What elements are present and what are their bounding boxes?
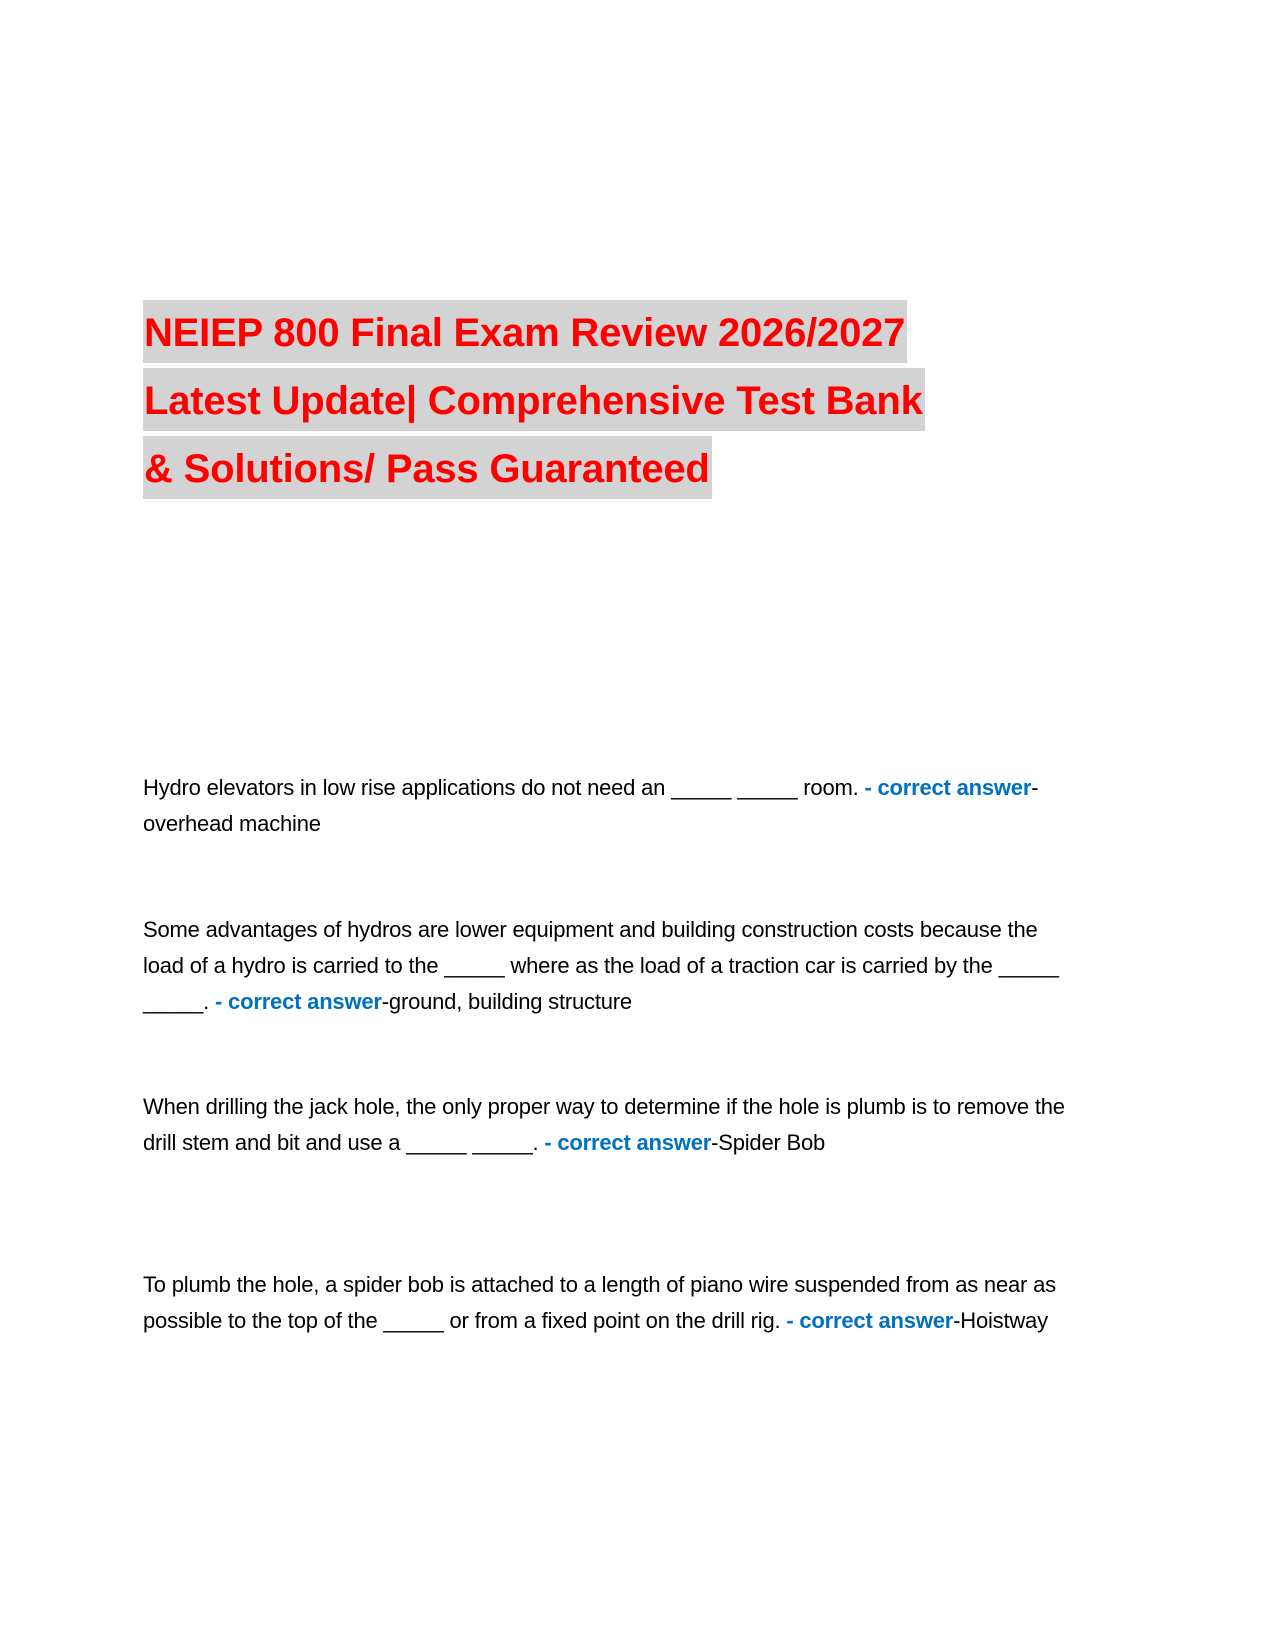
- answer-text: -Spider Bob: [711, 1130, 826, 1155]
- title-text: & Solutions/ Pass Guaranteed: [143, 436, 712, 499]
- question-item: [143, 912, 1078, 1020]
- question-text: Some advantages of hydros are lower equipment and building construction costs because the load of a hydro is carried to the _____ where as the load of a traction car is carried by the _____ _____.: [143, 917, 1059, 1014]
- question-text: When drilling the jack hole, the only proper way to determine if the hole is plumb is to remove the drill stem and bit and use a _____ _____.: [143, 1094, 1065, 1155]
- question-item: [143, 1089, 1078, 1161]
- title-text: NEIEP 800 Final Exam Review 2026/2027: [143, 300, 907, 363]
- title-text: Latest Update| Comprehensive Test Bank: [143, 368, 925, 431]
- title-line: [143, 300, 1143, 368]
- correct-answer-label: - correct answer: [544, 1130, 712, 1155]
- question-text: Hydro elevators in low rise applications do not need an _____ _____ room.: [143, 775, 865, 800]
- correct-answer-label: - correct answer: [786, 1308, 954, 1333]
- title-line: [143, 436, 1143, 504]
- answer-text: -ground, building structure: [381, 989, 632, 1014]
- correct-answer-label: - correct answer: [215, 989, 382, 1014]
- title-line: [143, 368, 1143, 436]
- correct-answer-label: - correct answer: [864, 775, 1032, 800]
- question-text: To plumb the hole, a spider bob is attached to a length of piano wire suspended from as near as possible to the top of the _____ or from a fixed point on the drill rig.: [143, 1272, 1056, 1333]
- question-item: [143, 1267, 1078, 1339]
- answer-text: -Hoistway: [953, 1308, 1048, 1333]
- document-title: [143, 300, 1143, 504]
- answer-text: -overhead machine: [143, 775, 1039, 836]
- question-item: [143, 770, 1078, 842]
